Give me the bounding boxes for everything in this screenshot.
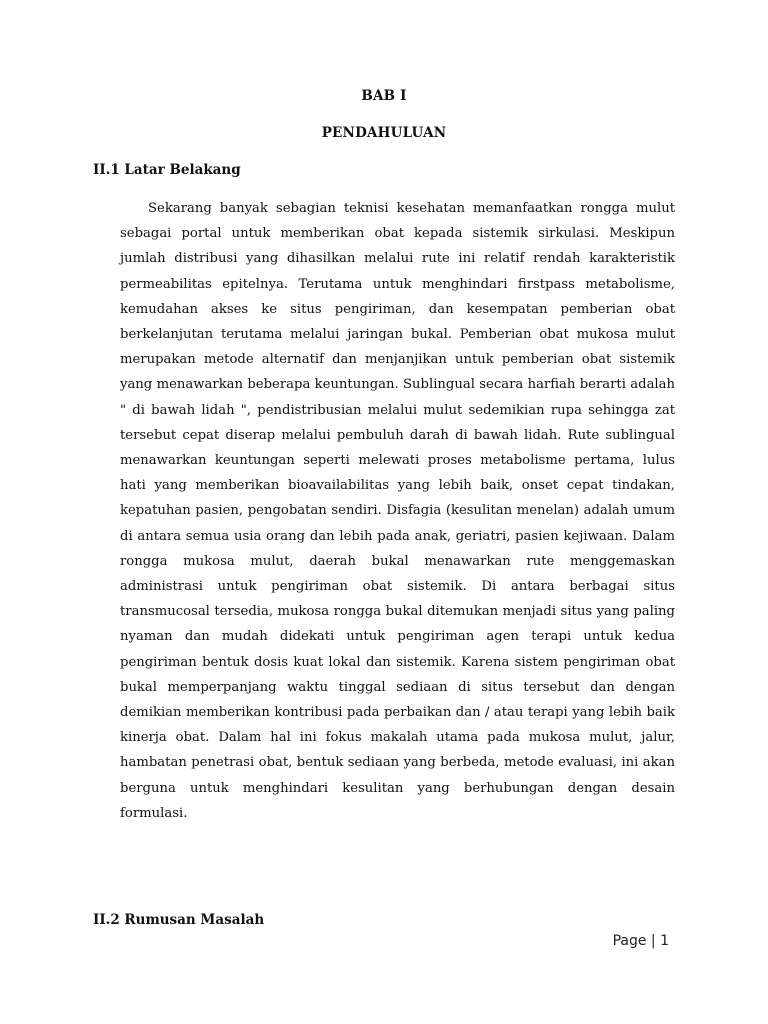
page-number-footer: Page | 1 (612, 933, 669, 949)
chapter-title: PENDAHULUAN (321, 125, 447, 141)
chapter-number: BAB I (361, 88, 407, 104)
section-heading-rumusan-masalah: II.2 Rumusan Masalah (93, 912, 265, 928)
body-paragraph: Sekarang banyak sebagian teknisi kesehatan memanfaatkan rongga mulut sebagai portal untuk memberikan obat kepada sistemik sirkulasi. Meskipun jumlah distribusi yang dihasilkan melalui rute ini relatif rendah karakteristik permeabilitas epitelnya. Terutama untuk menghindari firstpass metabolisme, kemudahan akses ke situs pengiriman, dan kesempatan pemberian obat berkelanjutan terutama melalui jaringan bukal. Pemberian obat mukosa mulut merupakan metode alternatif dan menjanjikan untuk pemberian obat sistemik yang menawarkan beberapa keuntungan. Sublingual secara harfiah berarti adalah " di bawah lidah ", pendistribusian melalui mulut sedemikian rupa sehingga zat tersebut cepat diserap melalui pembuluh darah di bawah lidah. Rute sublingual menawarkan keuntungan seperti melewati proses metabolisme pertama, lulus hati yang memberikan bioavailabilitas yang lebih baik, onset cepat tindakan, kepatuhan pasien, pengobatan sendiri. Disfagia (kesulitan menelan) adalah umum di antara semua usia orang dan lebih pada anak, geriatri, pasien kejiwaan. Dalam rongga mukosa mulut, daerah bukal menawarkan rute menggemaskan administrasi untuk pengiriman obat sistemik. Di antara berbagai situs transmucosal tersedia, mukosa rongga bukal ditemukan menjadi situs yang paling nyaman dan mudah didekati untuk pengiriman agen terapi untuk kedua pengiriman bentuk dosis kuat lokal dan sistemik. Karena sistem pengiriman obat bukal memperpanjang waktu tinggal sediaan di situs tersebut dan dengan demikian memberikan kontribusi pada perbaikan dan / atau terapi yang lebih baik kinerja obat. Dalam hal ini fokus makalah utama pada mukosa mulut, jalur, hambatan penetrasi obat, bentuk sediaan yang berbeda, metode evaluasi, ini akan berguna untuk menghindari kesulitan yang berhubungan dengan desain formulasi. (120, 201, 675, 821)
section-heading-latar-belakang: II.1 Latar Belakang (93, 162, 241, 178)
